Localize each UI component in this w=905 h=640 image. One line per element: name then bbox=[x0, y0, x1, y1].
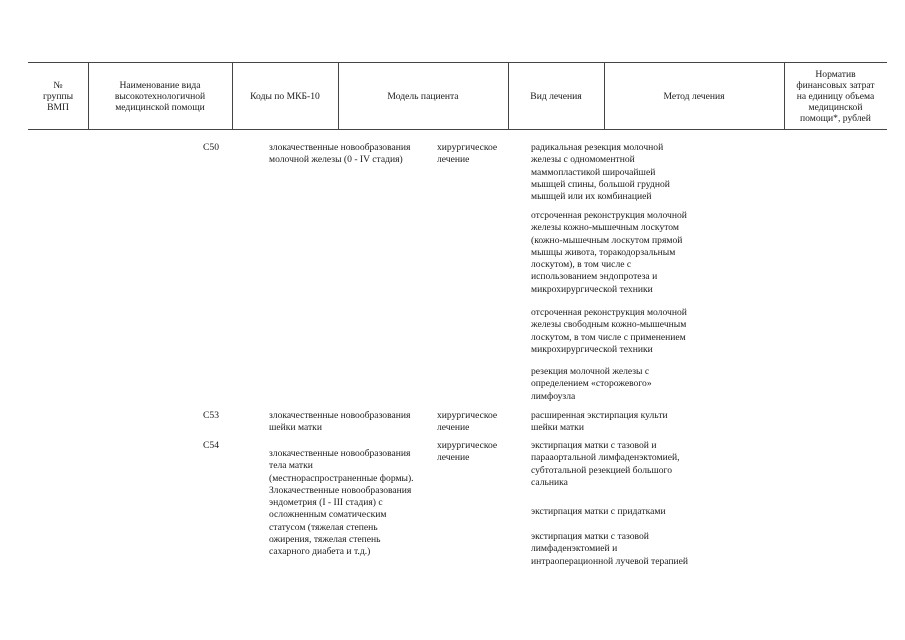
text-line: Метод лечения bbox=[663, 90, 725, 102]
text-line: парааортальной лимфаденэктомией, bbox=[531, 452, 680, 464]
text-line: экстирпация матки с придатками bbox=[531, 506, 666, 517]
header-treatment-method bbox=[604, 63, 784, 129]
text-line: отсроченная реконструкция молочной bbox=[531, 210, 687, 221]
header-patient-model-lines bbox=[387, 91, 458, 102]
text-line: субтотальной резекцией большого bbox=[531, 464, 673, 476]
text-line: ВМП bbox=[47, 101, 69, 113]
treatment-method bbox=[531, 531, 688, 568]
text-line: шейки матки bbox=[531, 422, 584, 434]
header-financial-norm-lines bbox=[796, 69, 874, 124]
text-line: интраоперационной лучевой терапией bbox=[531, 555, 689, 567]
text-line: сальника bbox=[531, 476, 568, 488]
text-line: микрохирургической техники bbox=[531, 283, 653, 295]
text-line: помощи*, рублей bbox=[800, 112, 871, 124]
header-treatment-method-lines bbox=[663, 91, 724, 102]
treatment-method bbox=[531, 142, 670, 203]
treatment-method bbox=[531, 410, 668, 435]
text-line: мышцы живота, торакодорзальным bbox=[531, 246, 676, 258]
header-care-type-name-lines bbox=[115, 80, 205, 113]
text-line: лечение bbox=[437, 422, 470, 434]
text-line: финансовых затрат bbox=[796, 79, 875, 91]
text-line: хирургическое bbox=[437, 142, 498, 153]
text-line: радикальная резекция молочной bbox=[531, 142, 664, 153]
treatment-method bbox=[531, 210, 687, 296]
text-line: медицинской помощи bbox=[115, 101, 205, 113]
text-line: осложненным соматическим bbox=[269, 509, 387, 521]
text-line: злокачественные новообразования bbox=[269, 410, 411, 421]
header-group-number-lines bbox=[43, 80, 73, 113]
text-line: мышцей или их комбинацией bbox=[531, 191, 652, 203]
text-line: лоскутом), в том числе с bbox=[531, 259, 632, 271]
text-line: (кожно-мышечным лоскутом прямой bbox=[531, 234, 683, 246]
treatment-method bbox=[531, 440, 680, 489]
table-header bbox=[28, 62, 887, 130]
text-line: шейки матки bbox=[269, 422, 322, 434]
text-line: статусом (тяжелая степень bbox=[269, 521, 378, 533]
header-treatment-type-lines bbox=[530, 91, 581, 102]
text-line: хирургическое bbox=[437, 440, 498, 451]
text-line: Коды по МКБ-10 bbox=[250, 90, 320, 102]
text-line: тела матки bbox=[269, 460, 313, 472]
text-line: Норматив bbox=[815, 68, 856, 80]
treatment-method bbox=[531, 366, 652, 403]
text-line: лимфоузла bbox=[531, 390, 576, 402]
icd-code: C54 bbox=[203, 440, 219, 451]
treatment-type bbox=[437, 440, 497, 465]
text-line: хирургическое bbox=[437, 410, 498, 421]
header-patient-model bbox=[338, 63, 508, 129]
header-care-type-name bbox=[88, 63, 232, 129]
header-icd-codes-lines bbox=[250, 91, 320, 102]
treatment-type bbox=[437, 410, 497, 435]
text-line: злокачественные новообразования bbox=[269, 448, 411, 459]
text-line: железы свободным кожно-мышечным bbox=[531, 319, 687, 331]
text-line: молочной железы (0 - IV стадия) bbox=[269, 154, 403, 166]
text-line: № bbox=[53, 79, 63, 91]
text-line: группы bbox=[42, 90, 74, 102]
header-treatment-type bbox=[508, 63, 604, 129]
text-line: мышцей спины, большой грудной bbox=[531, 178, 670, 190]
text-line: Злокачественные новообразования bbox=[269, 484, 412, 496]
text-line: маммопластикой широчайшей bbox=[531, 166, 656, 178]
text-line: злокачественные новообразования bbox=[269, 142, 411, 153]
header-group-number bbox=[28, 63, 88, 129]
patient-model bbox=[269, 142, 410, 167]
text-line: лечение bbox=[437, 154, 470, 166]
text-line: высокотехнологичной bbox=[114, 90, 206, 102]
icd-code: C53 bbox=[203, 410, 219, 421]
text-line: определением «сторожевого» bbox=[531, 378, 652, 390]
treatment-method bbox=[531, 506, 666, 518]
text-line: резекция молочной железы с bbox=[531, 366, 650, 377]
text-line: железы кожно-мышечным лоскутом bbox=[531, 222, 679, 234]
text-line: расширенная экстирпация культи bbox=[531, 410, 668, 421]
text-line: лимфаденэктомией и bbox=[531, 543, 618, 555]
text-line: лечение bbox=[437, 452, 470, 464]
treatment-method bbox=[531, 307, 687, 356]
text-line: (местнораспространенные формы). bbox=[269, 472, 414, 484]
text-line: Вид лечения bbox=[530, 90, 582, 102]
text-line: ожирения, тяжелая степень bbox=[269, 534, 381, 546]
header-icd-codes bbox=[232, 63, 338, 129]
patient-model bbox=[269, 448, 414, 559]
text-line: эндометрия (I - III стадия) с bbox=[269, 497, 383, 509]
text-line: экстирпация матки с тазовой bbox=[531, 531, 649, 542]
text-line: сахарного диабета и т.д.) bbox=[269, 546, 371, 558]
text-line: Наименование вида bbox=[119, 79, 201, 91]
text-line: на единицу объема bbox=[796, 90, 875, 102]
text-line: экстирпация матки с тазовой и bbox=[531, 440, 657, 451]
patient-model bbox=[269, 410, 410, 435]
text-line: использованием эндопротеза и bbox=[531, 271, 658, 283]
text-line: микрохирургической техники bbox=[531, 343, 653, 355]
header-financial-norm bbox=[784, 63, 887, 129]
text-line: медицинской bbox=[808, 101, 863, 113]
treatment-type bbox=[437, 142, 497, 167]
icd-code: C50 bbox=[203, 142, 219, 153]
text-line: отсроченная реконструкция молочной bbox=[531, 307, 687, 318]
text-line: лоскутом, в том числе с применением bbox=[531, 331, 686, 343]
text-line: Модель пациента bbox=[387, 90, 459, 102]
text-line: железы с одномоментной bbox=[531, 154, 635, 166]
